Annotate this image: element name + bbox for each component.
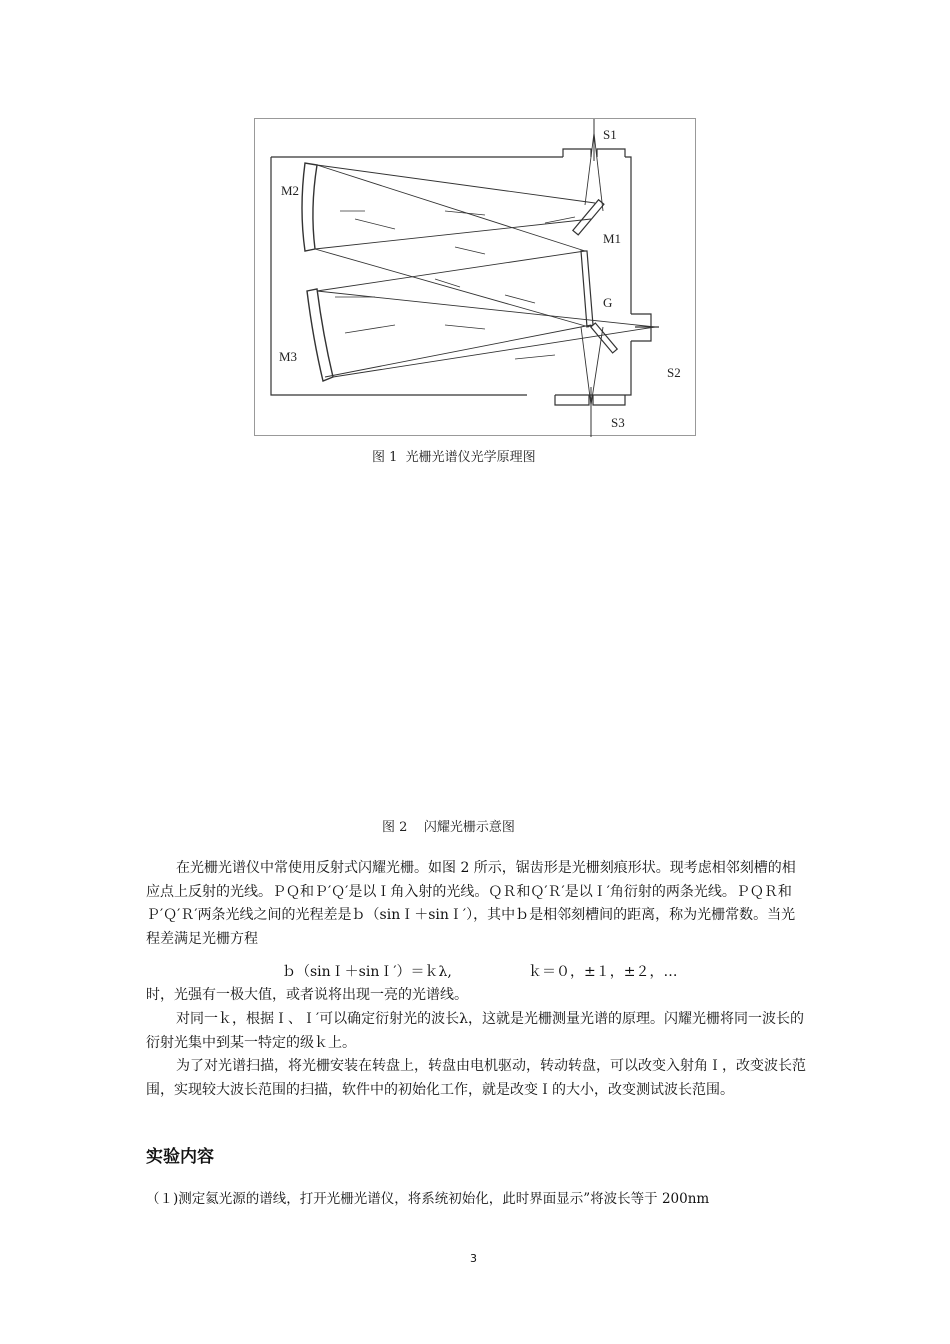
label-m1: M1: [603, 231, 622, 246]
grating-g: [581, 251, 593, 327]
mirror-m3: [307, 289, 333, 381]
experiment-step-1: （１)测定氦光源的谱线，打开光栅光谱仪，将系统初始化，此时界面显示”将波长等于 200nm: [146, 1191, 710, 1207]
label-g: G: [603, 295, 613, 310]
page-number: 3: [470, 1252, 477, 1265]
section-heading: 实验内容: [146, 1147, 214, 1167]
grating-equation: ｂ（sinＩ＋sinＩ′）＝ｋλ,: [282, 964, 452, 980]
paragraph-bright-line: 时，光强有一极大值，或者说将出现一亮的光谱线。: [146, 987, 468, 1003]
slit-s3: [555, 395, 589, 405]
grating-equation-orders: ｋ＝０，±１，±２，…: [528, 964, 678, 980]
paragraph-grating-intro: 在光栅光谱仪中常使用反射式闪耀光栅。如图 2 所示，锯齿形是光栅刻痕形状。现考虑相邻刻槽的相应点上反射的光线。ＰＱ和Ｐ′Ｑ′是以Ｉ角入射的光线。ＱＲ和Ｑ′Ｒ′是以Ｉ′角衍射的两条光线。ＰＱＲ和Ｐ′Ｑ′Ｒ′两条光线之间的光程差是ｂ（sinＩ＋sinＩ′），其中ｂ是相邻刻槽间的距离，称为光栅常数。当光程差满足光栅方程: [146, 860, 796, 947]
slit-s1: [563, 149, 591, 157]
label-m2: M2: [281, 183, 300, 198]
mirror-m1: [573, 200, 604, 235]
label-s3: S3: [611, 415, 625, 430]
figure-2-caption: 图 2 闪耀光栅示意图: [382, 820, 515, 835]
optical-schematic: [255, 119, 697, 437]
figure-1-diagram: [254, 118, 696, 436]
mirror-m2: [302, 163, 317, 251]
figure-1-caption: 图 1 光栅光谱仪光学原理图: [372, 450, 536, 465]
label-s2: S2: [667, 365, 681, 380]
paragraph-scanning: 为了对光谱扫描，将光栅安装在转盘上，转盘由电机驱动，转动转盘，可以改变入射角Ｉ，改变波长范围，实现较大波长范围的扫描，软件中的初始化工作，就是改变Ｉ的大小，改变测试波长范围。: [146, 1058, 806, 1098]
label-m3: M3: [279, 349, 298, 364]
label-s1: S1: [603, 127, 617, 142]
mirror-m4: [591, 323, 617, 353]
paragraph-wavelength: 对同一ｋ，根据Ｉ、Ｉ′可以确定衍射光的波长λ，这就是光栅测量光谱的原理。闪耀光栅将同一波长的衍射光集中到某一特定的级ｋ上。: [146, 1011, 805, 1051]
